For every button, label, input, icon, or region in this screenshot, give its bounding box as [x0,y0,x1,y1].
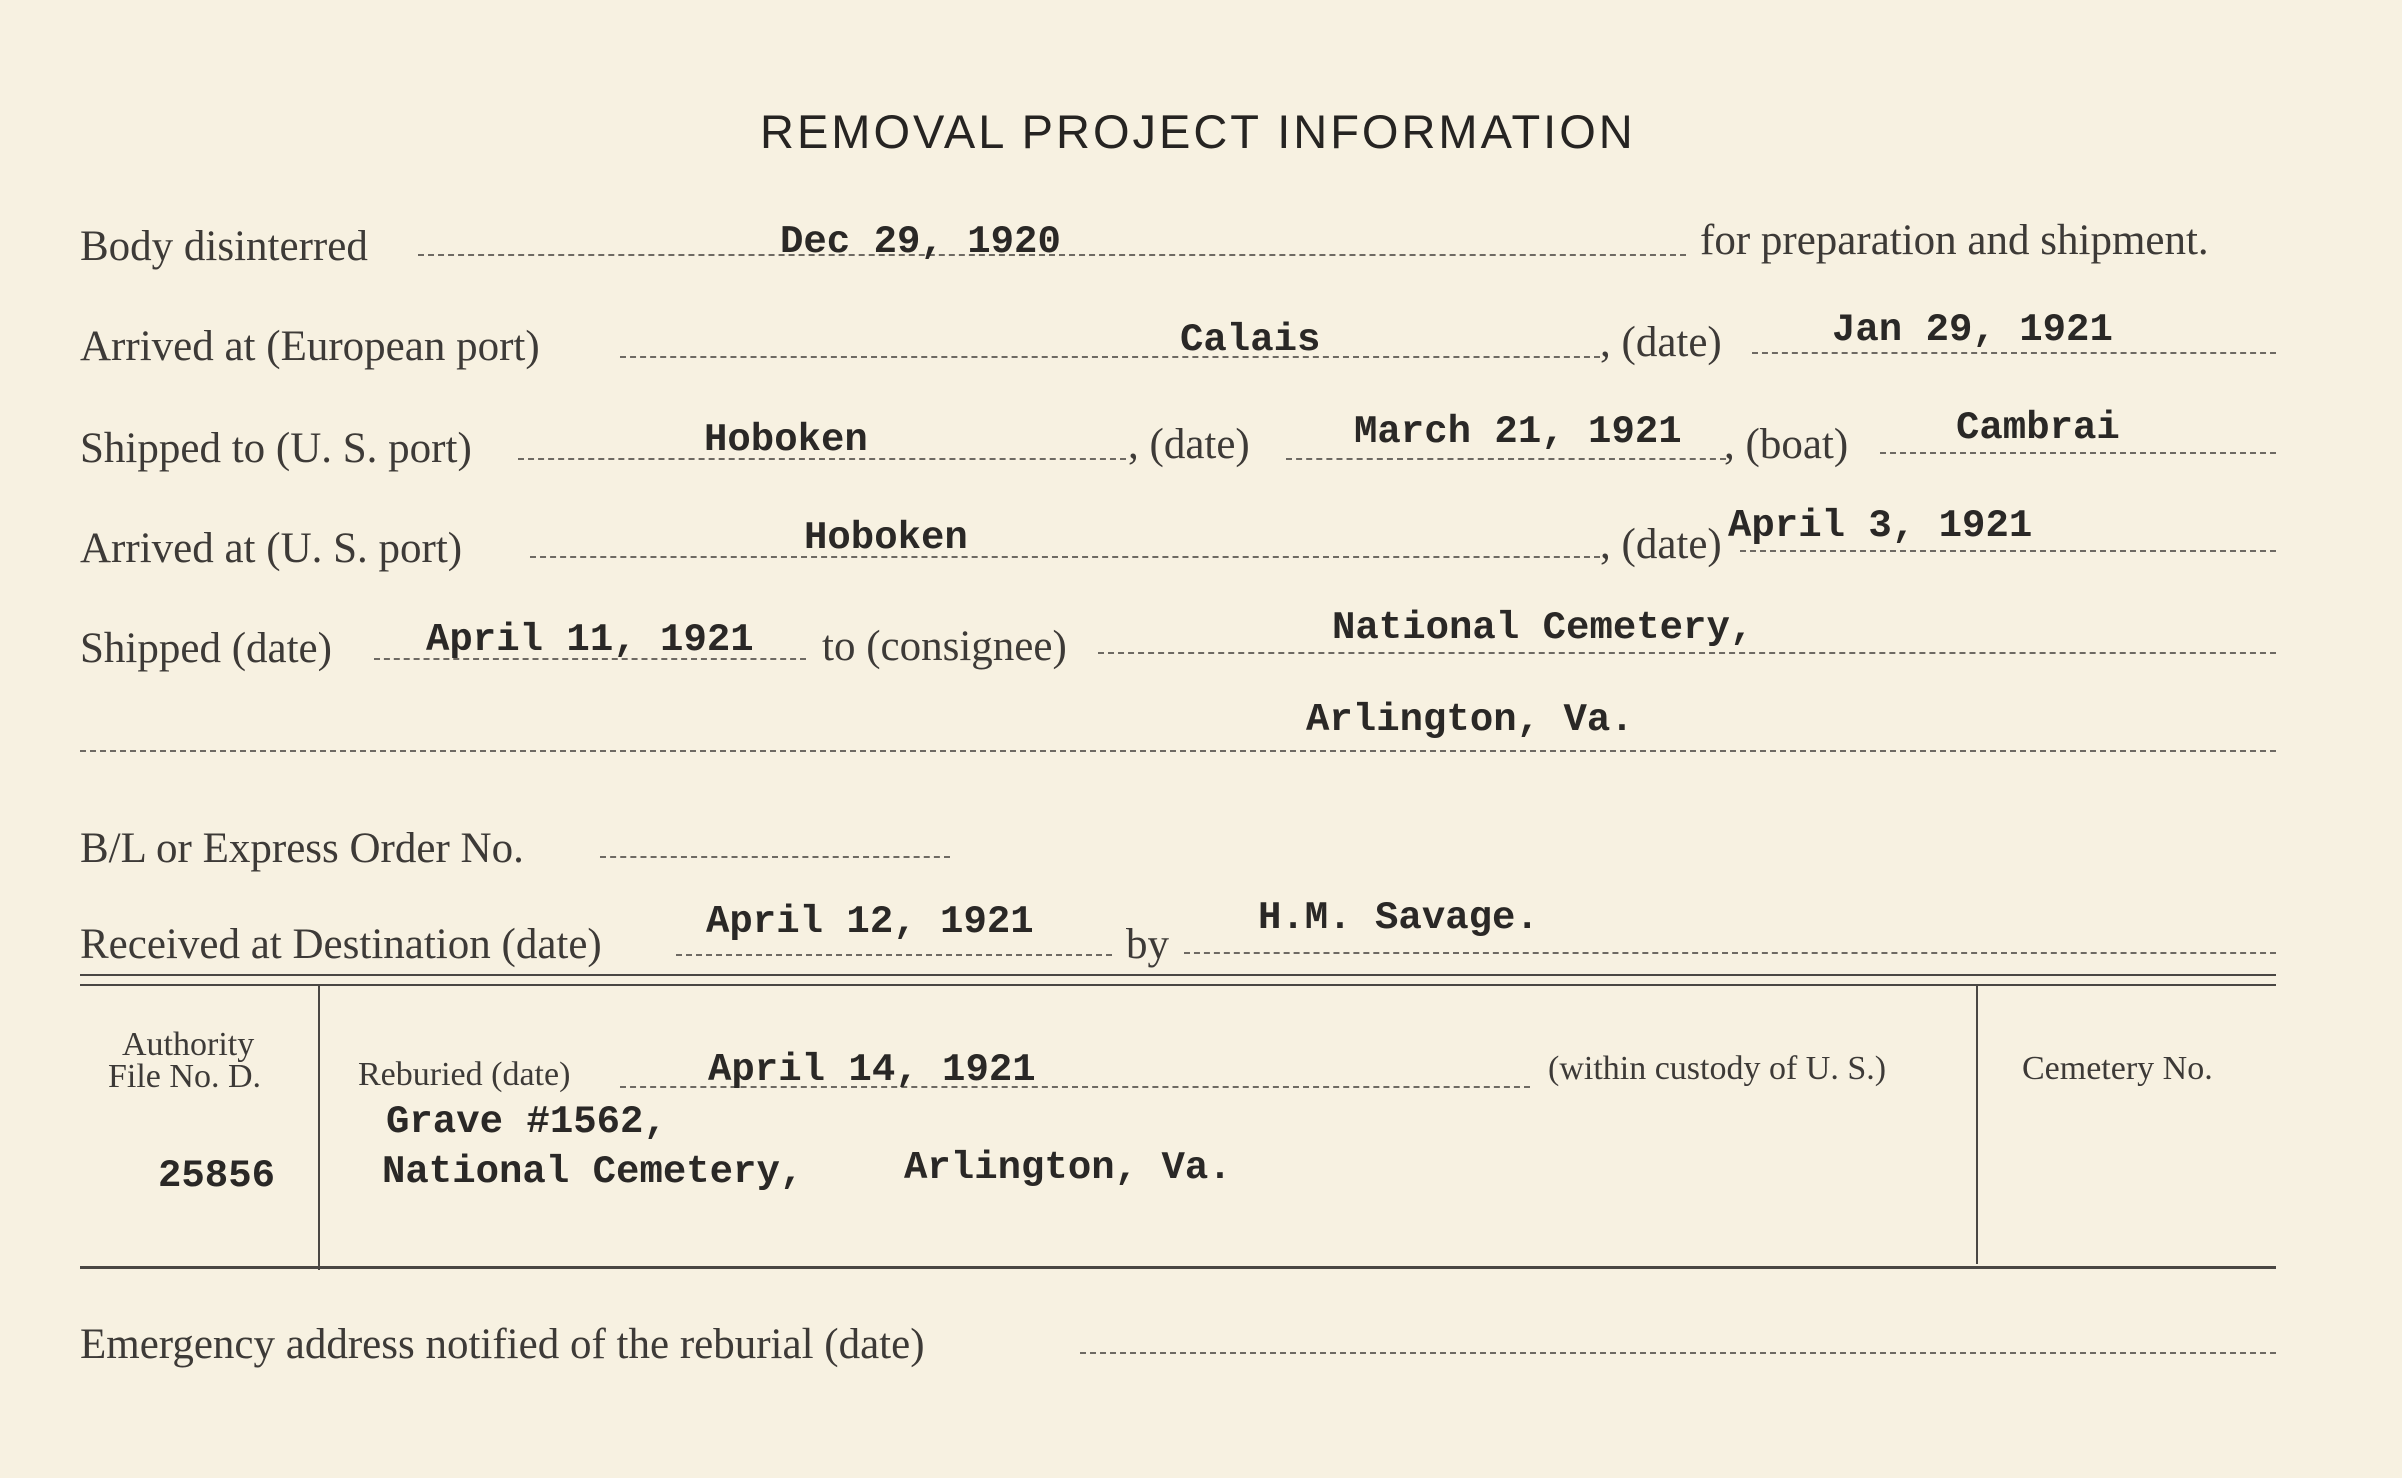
arrived-us-line [530,556,1600,558]
consignee-label: to (consignee) [822,623,1067,670]
grave-number: Grave #1562, [386,1100,667,1144]
consignee-line-2: Arlington, Va. [1306,698,1634,742]
consignee-line [1098,652,2276,654]
authority-label-1: Authority [122,1026,255,1063]
arrived-us-date-line [1740,550,2276,552]
arrived-us-date-label: , (date) [1600,521,1722,568]
european-port-date: Jan 29, 1921 [1832,308,2113,352]
shipped-us-date-label: , (date) [1128,421,1250,468]
shipped-us-label: Shipped to (U. S. port) [80,425,472,472]
received-by-label: by [1126,921,1169,968]
page-title: REMOVAL PROJECT INFORMATION [760,105,1636,158]
box-top-rule [80,974,2276,976]
grave-cemetery: National Cemetery, [382,1150,804,1194]
shipped-us-date: March 21, 1921 [1354,410,1682,454]
received-by-line [1184,952,2276,954]
received-date-line [676,954,1112,956]
european-port-label: Arrived at (European port) [80,323,540,370]
shipped-us-boat: Cambrai [1956,406,2120,450]
received-by: H.M. Savage. [1258,896,1539,940]
shipped-date: April 11, 1921 [426,618,754,662]
shipped-us-boat-line [1880,452,2276,454]
authority-label-2: File No. D. [108,1058,261,1095]
shipped-us-boat-label: , (boat) [1724,421,1849,468]
european-port-date-line [1752,352,2276,354]
emergency-line [1080,1352,2276,1354]
emergency-label: Emergency address notified of the reburial (date) [80,1321,925,1368]
arrived-us-date: April 3, 1921 [1728,504,2033,548]
bl-line [600,856,950,858]
authority-file-number: 25856 [158,1154,276,1198]
received-label: Received at Destination (date) [80,921,602,968]
disinterred-suffix: for preparation and shipment. [1700,217,2209,264]
bl-label: B/L or Express Order No. [80,825,524,872]
cemetery-no-label: Cemetery No. [2022,1050,2213,1087]
reburied-label: Reburied (date) [358,1056,571,1093]
custody-label: (within custody of U. S.) [1548,1050,1887,1087]
reburied-date: April 14, 1921 [708,1048,1036,1092]
european-port-value: Calais [1180,318,1321,362]
disinterred-label: Body disinterred [80,223,368,270]
consignee-continuation-line [80,750,2276,752]
consignee-line-1: National Cemetery, [1332,606,1754,650]
disinterred-date: Dec 29, 1920 [780,220,1061,264]
shipped-date-label: Shipped (date) [80,625,332,672]
shipped-us-value: Hoboken [704,418,868,462]
european-port-date-label: , (date) [1600,319,1722,366]
arrived-us-label: Arrived at (U. S. port) [80,525,463,572]
box-bottom-rule [80,1266,2276,1269]
received-date: April 12, 1921 [706,900,1034,944]
box-divider-right [1976,986,1978,1264]
arrived-us-value: Hoboken [804,516,968,560]
grave-location: Arlington, Va. [904,1146,1232,1190]
box-divider-left [318,986,320,1270]
shipped-us-date-line [1286,458,1726,460]
box-top-rule-double [80,984,2276,986]
european-port-line [620,356,1600,358]
